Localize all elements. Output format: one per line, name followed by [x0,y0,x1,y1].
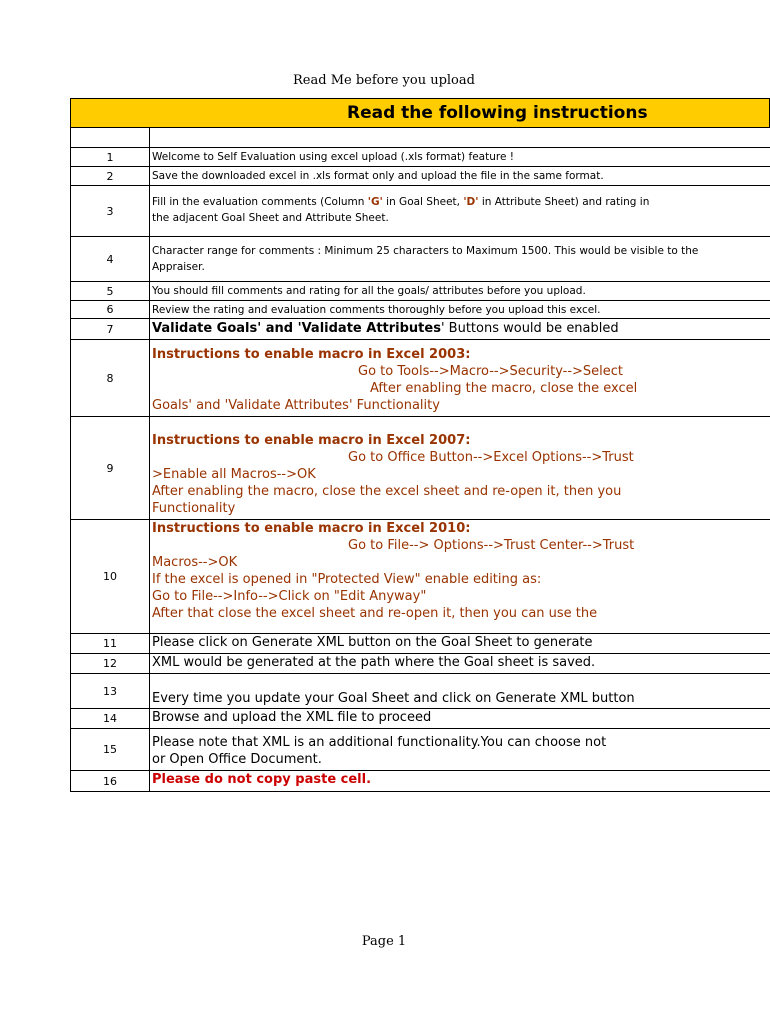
row-number: 7 [70,319,150,339]
table-row [70,237,770,282]
row-text: Please note that XML is an additional functionality.You can choose not or Open Office Document. [152,735,607,767]
row-text: Instructions to enable macro in Excel 2010: Go to File--> Options-->Trust Center-->Trust Macros-->OK If the excel is opened in "Protected View" enable editing as: Go to File-->Info-->Click on "Edit Anyway" After that close the excel sheet and re-open it, then you can use the [152,521,635,621]
row-text: Please do not copy paste cell. [152,772,372,787]
title-row [70,98,770,128]
table-row [70,186,770,237]
table-row [70,417,770,520]
row-text: Save the downloaded excel in .xls format only and upload the file in the same format. [152,170,604,182]
table-row [70,520,770,634]
table-row [70,148,770,167]
instructions-sheet [70,98,699,792]
row-number: 12 [70,654,150,673]
table-row [70,729,770,771]
row-number: 14 [70,709,150,728]
page-header: Read Me before you upload [293,73,475,88]
row-text: Instructions to enable macro in Excel 2003: Go to Tools-->Macro-->Security-->Select After enabling the macro, close the excel Goals' and 'Validate Attributes' Functionality [152,347,638,413]
row-text: Validate Goals' and 'Validate Attributes' Buttons would be enabled [152,321,619,336]
row-text: Browse and upload the XML file to proceed [152,710,432,725]
sheet-title: Read the following instructions [347,103,648,123]
row-number: 11 [70,634,150,653]
row-number: 4 [70,237,150,281]
row-number: 16 [70,771,150,791]
row-number: 6 [70,301,150,318]
row-number [70,128,150,147]
row-number: 13 [70,674,150,708]
row-text: Review the rating and evaluation comments thoroughly before you upload this excel. [152,304,601,316]
table-row [70,709,770,729]
table-row [70,771,770,792]
row-number: 8 [70,340,150,416]
row-text: Fill in the evaluation comments (Column 'G' in Goal Sheet, 'D' in Attribute Sheet) and rating in the adjacent Goal Sheet and Attribute Sheet. [152,196,650,224]
table-row [70,634,770,654]
row-text: Character range for comments : Minimum 25 characters to Maximum 1500. This would be visible to the Appraiser. [152,245,699,273]
row-text: XML would be generated at the path where the Goal sheet is saved. [152,655,596,670]
row-number: 15 [70,729,150,770]
table-row [70,282,770,301]
page-footer: Page 1 [361,934,407,949]
row-text: Welcome to Self Evaluation using excel upload (.xls format) feature ! [152,151,514,163]
row-text: Instructions to enable macro in Excel 2007: Go to Office Button-->Excel Options-->Trust >Enable all Macros-->OK After enabling the macro, close the excel sheet and re-open it, then you Functionality [152,433,634,516]
row-number: 2 [70,167,150,185]
blank-row [70,128,770,148]
table-row [70,167,770,186]
row-number: 1 [70,148,150,166]
table-row [70,340,770,417]
table-row [70,654,770,674]
table-row [70,319,770,340]
table-row [70,674,770,709]
row-number: 10 [70,520,150,633]
row-number: 3 [70,186,150,236]
table-row [70,301,770,319]
row-number: 9 [70,417,150,519]
row-text: Every time you update your Goal Sheet and click on Generate XML button [152,691,635,706]
row-number: 5 [70,282,150,300]
row-text: Please click on Generate XML button on the Goal Sheet to generate [152,635,593,650]
row-text: You should fill comments and rating for all the goals/ attributes before you upload. [152,285,586,297]
